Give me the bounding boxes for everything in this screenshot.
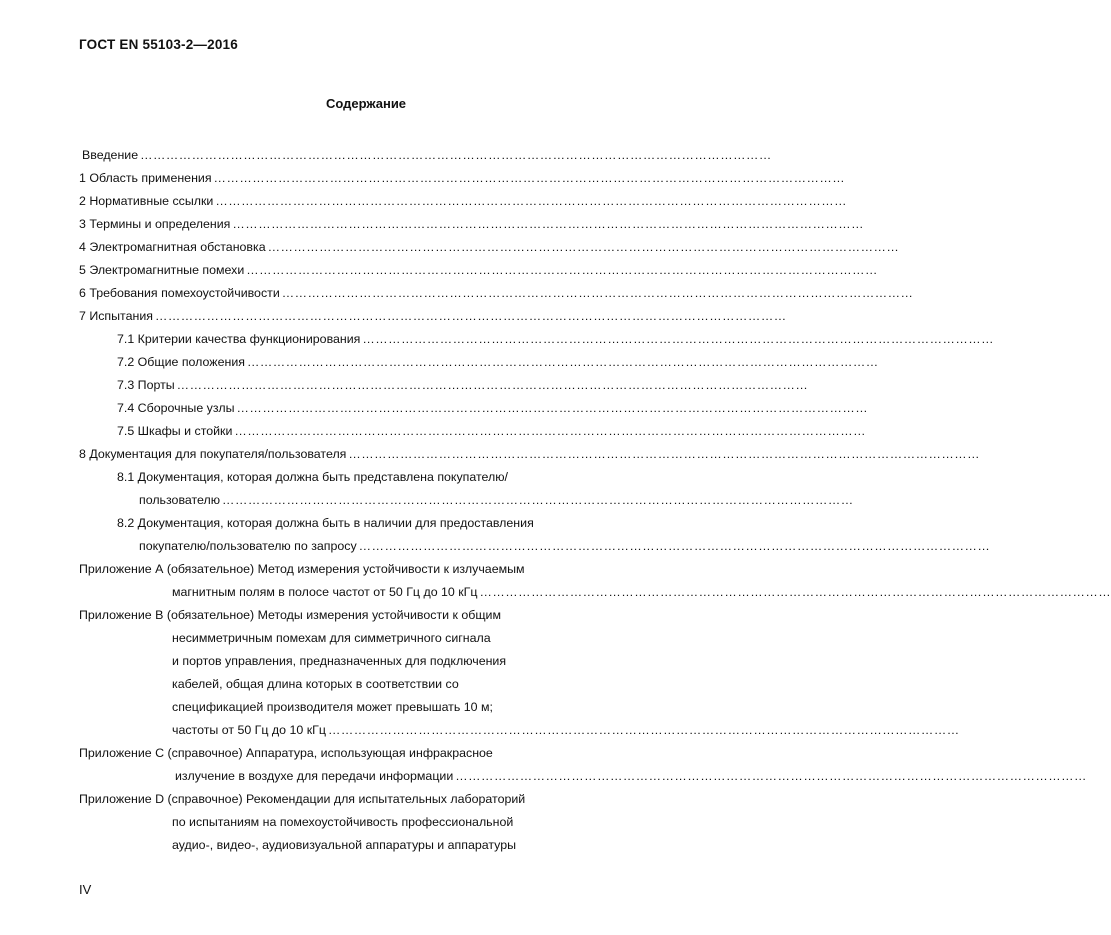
toc-leader-dots: ………………………………………………………………………………………………………………………………… xyxy=(236,401,869,415)
toc-leader-dots: ………………………………………………………………………………………………………………………………… xyxy=(267,240,900,254)
toc-entry xyxy=(79,745,493,761)
toc-entry-text: кабелей, общая длина которых в соответствии со xyxy=(172,677,459,691)
toc-leader-dots: ………………………………………………………………………………………………………………………………… xyxy=(327,723,960,737)
toc-entry-text: 1 Область применения xyxy=(79,171,212,185)
toc-entry xyxy=(175,768,1087,784)
toc-leader-dots: ………………………………………………………………………………………………………………………………… xyxy=(281,286,914,300)
toc-entry-text: 7.4 Сборочные узлы xyxy=(117,401,235,415)
toc-entry-text: 8.1 Документация, которая должна быть представлена покупателю/ xyxy=(117,470,508,484)
toc-entry xyxy=(79,216,865,232)
page-number: IV xyxy=(79,882,92,897)
toc-entry xyxy=(79,561,525,577)
toc-entry xyxy=(172,837,516,853)
toc-entry-text: спецификацией производителя может превышать 10 м; xyxy=(172,700,493,714)
toc-entry-text: пользователю xyxy=(139,493,221,507)
document-code-header: ГОСТ EN 55103-2—2016 xyxy=(79,37,238,52)
toc-leader-dots: ………………………………………………………………………………………………………………………………… xyxy=(140,148,772,162)
toc-entry xyxy=(117,331,995,347)
toc-entry xyxy=(172,584,1111,600)
toc-entry-text: Приложение D (справочное) Рекомендации для испытательных лабораторий xyxy=(79,792,526,806)
toc-entry xyxy=(172,676,459,692)
toc-entry xyxy=(79,791,525,807)
toc-entry-text: аудио-, видео-, аудиовизуальной аппаратуры и аппаратуры xyxy=(172,838,517,852)
toc-leader-dots: ………………………………………………………………………………………………………………………………… xyxy=(222,493,854,507)
toc-entry-text: 4 Электромагнитная обстановка xyxy=(79,240,266,254)
toc-entry xyxy=(172,699,493,715)
toc-entry-text: излучение в воздухе для передачи информации xyxy=(175,769,454,783)
toc-entry-text: покупателю/пользователю по запросу xyxy=(139,539,357,553)
toc-leader-dots: ………………………………………………………………………………………………………………………………… xyxy=(215,194,847,208)
toc-entry-text: Введение xyxy=(82,148,139,162)
toc-entry xyxy=(79,262,878,278)
toc-entry xyxy=(172,630,491,646)
toc-entry xyxy=(172,653,506,669)
toc-leader-dots: ………………………………………………………………………………………………………………………………… xyxy=(213,171,846,185)
toc-entry-text: Приложение В (обязательное) Методы измерения устойчивости к общим xyxy=(79,608,501,622)
toc-entry xyxy=(117,400,869,416)
toc-entry-text: и портов управления, предназначенных для подключения xyxy=(172,654,507,668)
page-title: Содержание xyxy=(325,96,407,111)
toc-entry-text: 2 Нормативные ссылки xyxy=(79,194,214,208)
toc-entry xyxy=(79,170,846,186)
toc-entry-text: 7 Испытания xyxy=(79,309,153,323)
toc-entry xyxy=(139,538,991,554)
toc-entry-text: 8 Документация для покупателя/пользователя xyxy=(79,447,347,461)
toc-entry xyxy=(79,308,787,324)
toc-leader-dots: ………………………………………………………………………………………………………………………………… xyxy=(358,539,991,553)
toc-entry-text: по испытаниям на помехоустойчивость профессиональной xyxy=(172,815,514,829)
toc-entry-text: 5 Электромагнитные помехи xyxy=(79,263,245,277)
toc-entry-text: магнитным полям в полосе частот от 50 Гц до 10 кГц xyxy=(172,585,478,599)
toc-entry xyxy=(117,354,879,370)
toc-entry-text: Приложение С (справочное) Аппаратура, использующая инфракрасное xyxy=(79,746,493,760)
toc-entry xyxy=(139,492,854,508)
toc-entry xyxy=(79,239,900,255)
toc-entry-text: 7.3 Порты xyxy=(117,378,175,392)
toc-entry-text: 3 Термины и определения xyxy=(79,217,231,231)
toc-leader-dots: ………………………………………………………………………………………………………………………………… xyxy=(232,217,865,231)
toc-leader-dots: ………………………………………………………………………………………………………………………………… xyxy=(348,447,981,461)
toc-entry xyxy=(79,446,981,462)
toc-entry-text: 7.2 Общие положения xyxy=(117,355,245,369)
toc-entry-text: Приложение А (обязательное) Метод измерения устойчивости к излучаемым xyxy=(79,562,525,576)
toc-leader-dots: ………………………………………………………………………………………………………………………………… xyxy=(154,309,787,323)
toc-entry xyxy=(117,515,534,531)
toc-entry xyxy=(79,607,501,623)
toc-entry-text: несимметричным помехам для симметричного сигнала xyxy=(172,631,491,645)
toc-leader-dots: ………………………………………………………………………………………………………………………………… xyxy=(176,378,809,392)
toc-leader-dots: ………………………………………………………………………………………………………………………………… xyxy=(234,424,867,438)
toc-entry xyxy=(82,147,772,163)
toc-entry-text: 6 Требования помехоустойчивости xyxy=(79,286,280,300)
toc-entry xyxy=(117,377,809,393)
toc-leader-dots: ………………………………………………………………………………………………………………………………… xyxy=(362,332,995,346)
toc-entry xyxy=(79,285,914,301)
toc-entry-text: частоты от 50 Гц до 10 кГц xyxy=(172,723,326,737)
toc-entry xyxy=(117,469,508,485)
toc-leader-dots: ………………………………………………………………………………………………………………………………… xyxy=(246,355,879,369)
toc-entry xyxy=(172,814,513,830)
toc-entry xyxy=(79,193,847,209)
toc-leader-dots: ………………………………………………………………………………………………………………………………… xyxy=(479,585,1111,599)
toc-entry-text: 8.2 Документация, которая должна быть в наличии для предоставления xyxy=(117,516,534,530)
toc-leader-dots: ………………………………………………………………………………………………………………………………… xyxy=(246,263,878,277)
toc-entry-text: 7.1 Критерии качества функционирования xyxy=(117,332,361,346)
toc-entry xyxy=(117,423,867,439)
toc-entry xyxy=(172,722,960,738)
toc-entry-text: 7.5 Шкафы и стойки xyxy=(117,424,233,438)
toc-leader-dots: ………………………………………………………………………………………………………………………………… xyxy=(455,769,1087,783)
